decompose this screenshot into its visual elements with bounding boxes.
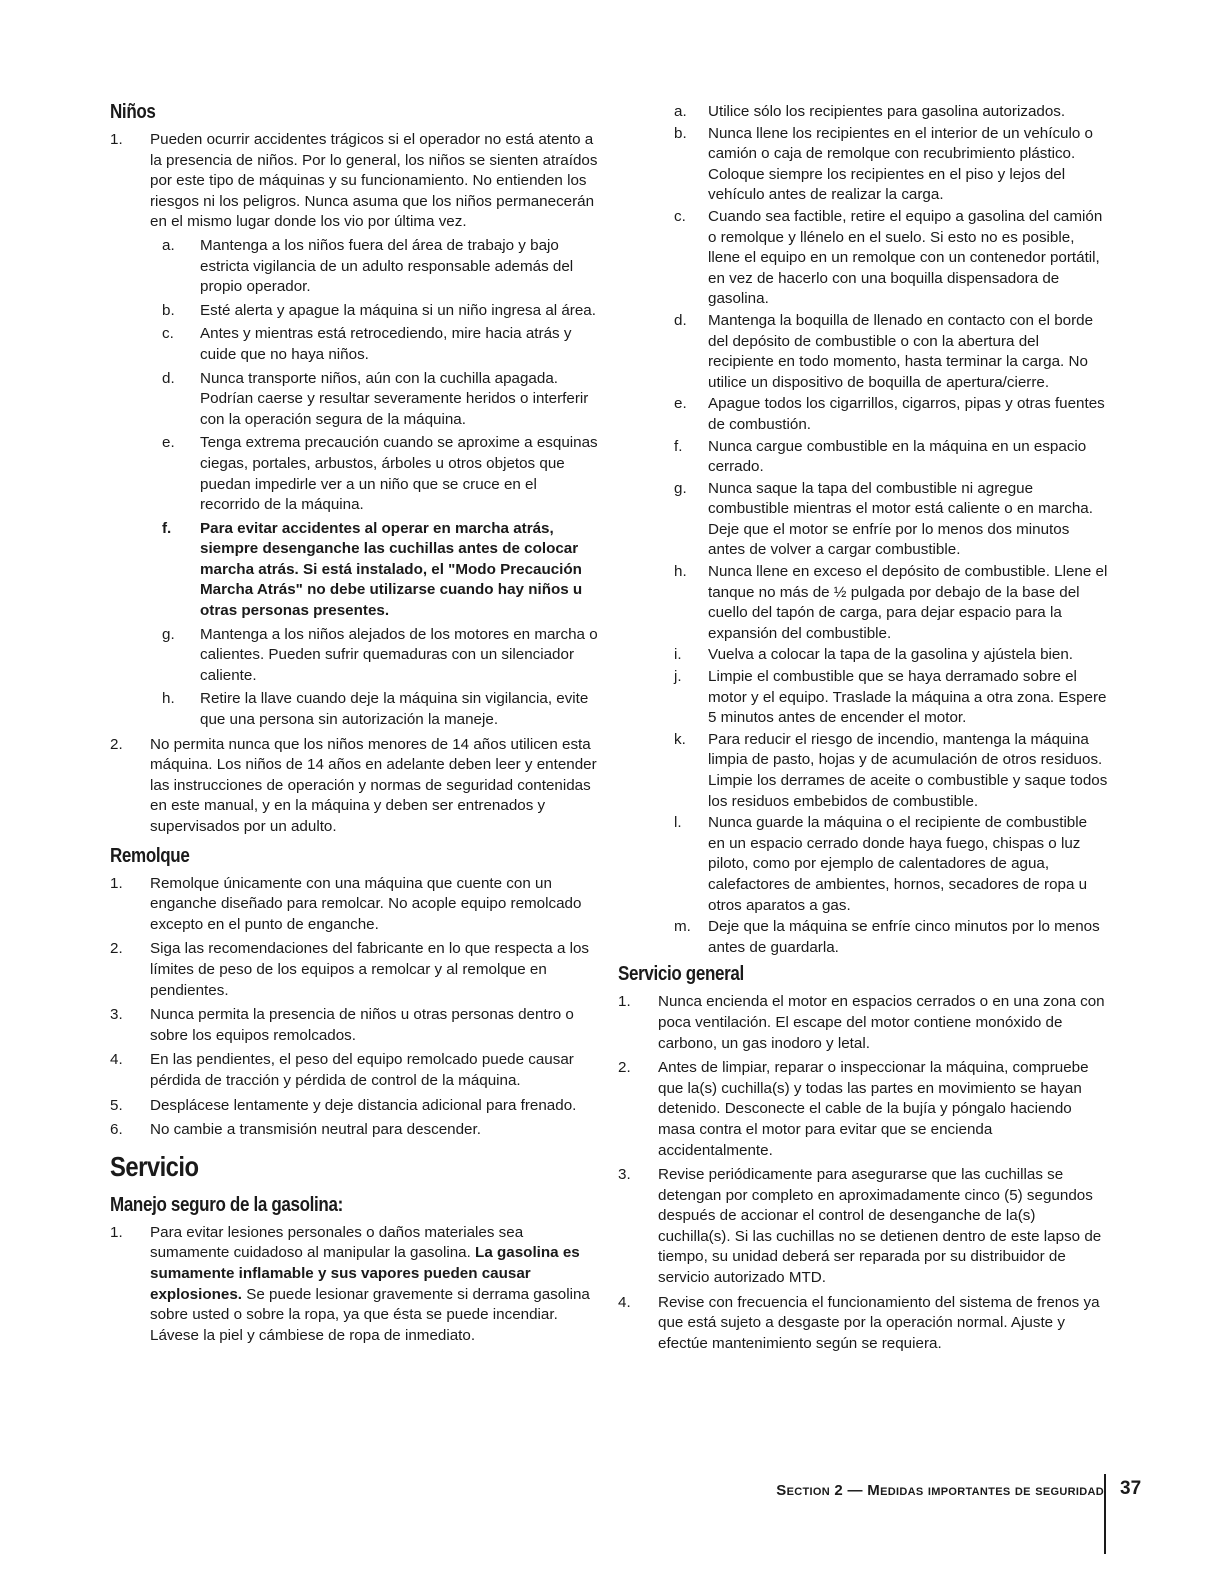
sub-item bbox=[618, 102, 1108, 123]
sub-item-text: Retire la llave cuando deje la máquina sin vigilancia, evite que una persona sin autorización la maneje. bbox=[200, 690, 589, 729]
sub-item-text: Mantenga a los niños fuera del área de trabajo y bajo estricta vigilancia de un adulto responsable además del propio operador. bbox=[200, 236, 574, 296]
item-text-continued: Se puede lesionar gravemente si derrama gasolina sobre usted o sobre la ropa, ya que ésta se puede incendiar. Lávese la piel y cámbiese de ropa de inmediato. bbox=[150, 1285, 590, 1344]
sub-item bbox=[110, 301, 600, 322]
sub-item-text: Nunca saque la tapa del combustible ni agregue combustible mientras el motor está caliente o en marcha. Deje que el motor se enfríe por lo menos dos minutos antes de volver a cargar combustible. bbox=[708, 479, 1093, 559]
footer-section-label: Section 2 — Medidas importantes de seguridad bbox=[776, 1482, 1104, 1499]
sub-item bbox=[618, 479, 1108, 561]
item-number: 1. bbox=[110, 1223, 123, 1241]
item-text: Pueden ocurrir accidentes trágicos si el operador no está atento a la presencia de niños. Por lo general, los niños se sienten atraídos por este tipo de máquinas y su funcionamiento. No entienden los riesgos ni los peligros. Nunca asuma que los niños permanecerán en el mismo lugar donde los vio por última vez. bbox=[150, 131, 598, 231]
item-number: 5. bbox=[110, 1096, 123, 1114]
item-text: No cambie a transmisión neutral para descender. bbox=[150, 1121, 481, 1139]
sub-item bbox=[110, 625, 600, 687]
list-item bbox=[618, 1293, 1108, 1355]
page-footer bbox=[700, 1482, 1130, 1499]
sub-item bbox=[618, 124, 1108, 206]
sub-item-text: Apague todos los cigarrillos, cigarros, pipas y otras fuentes de combustión. bbox=[708, 395, 1105, 433]
sub-item-letter: h. bbox=[674, 563, 687, 581]
sub-item bbox=[618, 207, 1108, 310]
item-text: Remolque únicamente con una máquina que cuente con un enganche diseñado para remolcar. No acople equipo remolcado excepto en el punto de enganche. bbox=[150, 874, 582, 933]
item-text: Nunca permita la presencia de niños u otras personas dentro o sobre los equipos remolcados. bbox=[150, 1006, 574, 1044]
item-text: Siga las recomendaciones del fabricante en lo que respecta a los límites de peso de los equipos a remolcar y al remolque en pendientes. bbox=[150, 940, 590, 999]
sub-item-text: Limpie el combustible que se haya derramado sobre el motor y el equipo. Traslade la máquina a otra zona. Espere 5 minutos antes de encender el motor. bbox=[708, 668, 1107, 727]
sub-item-text: Nunca cargue combustible en la máquina en un espacio cerrado. bbox=[708, 437, 1087, 476]
item-number: 2. bbox=[618, 1059, 631, 1077]
sub-item-text: Nunca llene en exceso el depósito de combustible. Llene el tanque no más de ½ pulgada por debajo de la base del cuello del tapón de carga, para dejar espacio para la expansión del combustible. bbox=[708, 563, 1108, 642]
list-item bbox=[618, 1165, 1108, 1289]
sub-item-text: Mantenga a los niños alejados de los motores en marcha o calientes. Pueden sufrir quemaduras con un silenciador caliente. bbox=[200, 625, 598, 684]
sub-item-letter: c. bbox=[674, 207, 686, 225]
sub-item-letter: d. bbox=[674, 311, 687, 329]
sub-item bbox=[618, 437, 1108, 478]
sub-item bbox=[110, 236, 600, 298]
sub-item bbox=[110, 324, 600, 365]
item-text: Para evitar lesiones personales o daños materiales sea sumamente cuidadoso al manipular la gasolina. bbox=[150, 1223, 524, 1262]
sub-item-warning bbox=[110, 519, 600, 622]
item-number: 1. bbox=[110, 131, 123, 148]
sub-item-text: Mantenga la boquilla de llenado en contacto con el borde del depósito de combustible o con la abertura del recipiente en todo momento, hasta terminar la carga. No utilice un dispositivo de boquilla de apertura/cierre. bbox=[708, 311, 1094, 391]
sub-item-text: Utilice sólo los recipientes para gasolina autorizados. bbox=[708, 103, 1066, 120]
sub-item-letter: i. bbox=[674, 646, 682, 664]
sub-item bbox=[618, 813, 1108, 916]
list-item bbox=[110, 1120, 600, 1141]
sub-item bbox=[618, 917, 1108, 958]
sub-item bbox=[110, 433, 600, 515]
item-text: En las pendientes, el peso del equipo remolcado puede causar pérdida de tracción y pérdida de control de la máquina. bbox=[150, 1051, 574, 1089]
sub-item bbox=[618, 311, 1108, 393]
sub-item-text: Vuelva a colocar la tapa de la gasolina y ajústela bien. bbox=[708, 646, 1074, 664]
list-item bbox=[110, 735, 600, 838]
sub-item-letter: g. bbox=[674, 479, 687, 497]
item-text: No permita nunca que los niños menores de 14 años utilicen esta máquina. Los niños de 14 años en adelante deben leer y entender las instrucciones de operación y normas de seguridad contenidas en este manual, y en la máquina y deben ser entrenados y supervisados por un adulto. bbox=[150, 735, 597, 835]
left-column bbox=[110, 100, 600, 1346]
item-number: 3. bbox=[618, 1166, 631, 1184]
sub-item-letter: l. bbox=[674, 814, 682, 832]
section-heading-gasolina: Manejo seguro de la gasolina: bbox=[110, 1193, 343, 1216]
list-item bbox=[110, 130, 600, 233]
list-item bbox=[110, 1050, 600, 1091]
sub-item bbox=[110, 369, 600, 431]
item-number: 4. bbox=[110, 1051, 123, 1069]
item-text: Revise periódicamente para asegurarse que las cuchillas se detengan por completo en aproximadamente cinco (5) segundos después de accionar el control de desenganche de la(s) cuchilla(s). Si las cuchillas no se detienen dentro de este lapso de tiempo, su unidad deberá ser reparada por su distribuidor de servicio autorizado MTD. bbox=[658, 1166, 1102, 1287]
sub-item bbox=[618, 394, 1108, 435]
item-number: 6. bbox=[110, 1121, 123, 1139]
sub-item-text: Esté alerta y apague la máquina si un niño ingresa al área. bbox=[200, 301, 596, 319]
page-number: 37 bbox=[1120, 1478, 1142, 1499]
right-column bbox=[618, 102, 1108, 1354]
sub-item bbox=[618, 730, 1108, 812]
sub-item-letter: f. bbox=[162, 519, 172, 537]
sub-item-letter: d. bbox=[162, 369, 175, 387]
sub-item-letter: j. bbox=[674, 668, 682, 686]
list-item bbox=[110, 874, 600, 936]
list-item bbox=[110, 939, 600, 1001]
sub-item bbox=[618, 667, 1108, 729]
item-number: 2. bbox=[110, 735, 123, 753]
item-number: 1. bbox=[618, 993, 631, 1011]
sub-item-text: Nunca transporte niños, aún con la cuchilla apagada. Podrían caerse y resultar severamente heridos o interferir con la operación segura de la máquina. bbox=[200, 369, 589, 428]
sub-item-letter: a. bbox=[162, 236, 175, 254]
sub-item bbox=[618, 645, 1108, 666]
section-heading-remolque: Remolque bbox=[110, 844, 190, 867]
sub-item-text: Nunca guarde la máquina o el recipiente de combustible en un espacio cerrado donde haya fuego, chispas o luz piloto, como por ejemplo de calentadores de agua, calefactores de ambientes, hornos, secadores de ropa u otros aparatos a gas. bbox=[708, 814, 1088, 914]
sub-item-letter: f. bbox=[674, 437, 683, 455]
item-text: Desplácese lentamente y deje distancia adicional para frenado. bbox=[150, 1096, 577, 1114]
item-text: Revise con frecuencia el funcionamiento del sistema de frenos ya que está sujeto a desgaste por la operación normal. Ajuste y efectúe mantenimiento según se requiera. bbox=[658, 1293, 1100, 1352]
list-item bbox=[110, 1096, 600, 1117]
sub-item-letter: m. bbox=[674, 918, 691, 936]
sub-item-text: Cuando sea factible, retire el equipo a gasolina del camión o remolque y llénelo en el suelo. Si esto no es posible, llene el equipo en un remolque con un contenedor portátil, en vez de hacerlo con una boquilla dispensadora de gasolina. bbox=[708, 207, 1103, 308]
sub-item bbox=[618, 562, 1108, 644]
sub-item bbox=[110, 689, 600, 730]
sub-item-letter: k. bbox=[674, 730, 686, 748]
sub-item-text: Para evitar accidentes al operar en marcha atrás, siempre desenganche las cuchillas antes de colocar marcha atrás. Si está instalado, el "Modo Precaución Marcha Atrás" no debe utilizarse cuando hay niños u otras personas presentes. bbox=[200, 519, 583, 620]
sub-item-letter: g. bbox=[162, 625, 175, 643]
section-heading-servicio: Servicio bbox=[110, 1150, 199, 1182]
list-item bbox=[110, 1005, 600, 1046]
sub-item-letter: a. bbox=[674, 103, 687, 120]
section-heading-servicio-general: Servicio general bbox=[618, 963, 744, 986]
item-text: Antes de limpiar, reparar o inspeccionar la máquina, compruebe que la(s) cuchilla(s) y todas las partes en movimiento se hayan detenido. Desconecte el cable de la bujía y póngalo haciendo masa contra el motor para evitar que se encienda accidentalmente. bbox=[658, 1059, 1089, 1159]
list-item bbox=[110, 1223, 600, 1347]
item-number: 2. bbox=[110, 940, 123, 958]
sub-item-text: Antes y mientras está retrocediendo, mire hacia atrás y cuide que no haya niños. bbox=[200, 325, 572, 363]
sub-item-text: Para reducir el riesgo de incendio, mantenga la máquina limpia de pasto, hojas y de acumulación de otros residuos. Limpie los derrames de aceite o combustible y saque todos los residuos embebidos de combustible. bbox=[708, 730, 1108, 810]
footer-divider bbox=[1104, 1474, 1106, 1554]
sub-item-text: Tenga extrema precaución cuando se aproxime a esquinas ciegas, portales, arbustos, árboles u otros objetos que puedan impedirle ver a un niño que se cruce en el recorrido de la máquina. bbox=[200, 434, 598, 514]
list-item bbox=[618, 992, 1108, 1054]
sub-item-text: Deje que la máquina se enfríe cinco minutos por lo menos antes de guardarla. bbox=[708, 918, 1100, 956]
item-number: 3. bbox=[110, 1006, 123, 1024]
sub-item-text: Nunca llene los recipientes en el interior de un vehículo o camión o caja de remolque con recubrimiento plástico. Coloque siempre los recipientes en el piso y lejos del vehículo antes de realizar la carga. bbox=[708, 124, 1093, 204]
sub-item-letter: e. bbox=[162, 434, 175, 452]
item-warning-text: La gasolina es sumamente inflamable y sus vapores pueden causar explosiones. bbox=[150, 1244, 580, 1303]
sub-item-letter: b. bbox=[674, 124, 687, 142]
item-number: 4. bbox=[618, 1293, 631, 1311]
list-item bbox=[618, 1058, 1108, 1161]
sub-item-letter: e. bbox=[674, 395, 687, 413]
item-text: Nunca encienda el motor en espacios cerrados o en una zona con poca ventilación. El escape del motor contiene monóxido de carbono, un gas inodoro y letal. bbox=[658, 993, 1105, 1052]
item-number: 1. bbox=[110, 874, 123, 892]
sub-item-letter: b. bbox=[162, 301, 175, 319]
sub-item-letter: c. bbox=[162, 325, 174, 343]
sub-item-letter: h. bbox=[162, 690, 175, 708]
section-heading-ninos: Niños bbox=[110, 101, 156, 123]
